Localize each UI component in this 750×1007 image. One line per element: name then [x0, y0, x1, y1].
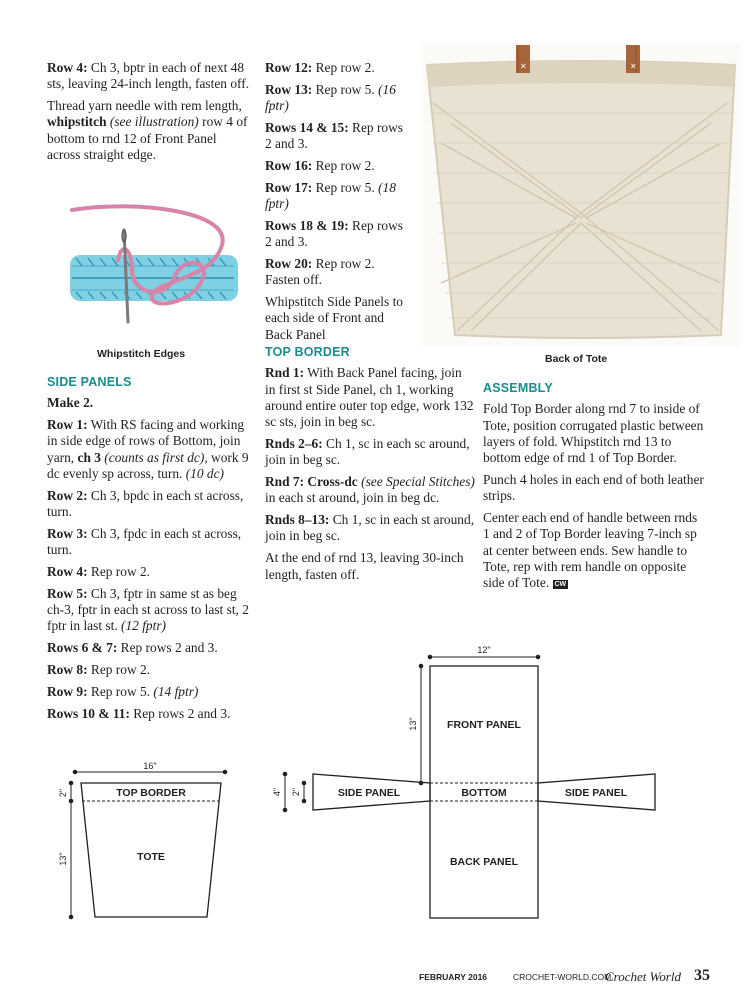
- side-row1: Row 1: With RS facing and working in side edge of rows of Bottom, join yarn, ch 3 (counts as first dc), work 9 dc evenly sp across, turn. (10 dc): [47, 417, 249, 481]
- whipstitch-caption: Whipstitch Edges: [97, 348, 186, 360]
- bottom-label: BOTTOM: [461, 787, 507, 799]
- assembly-p3: Center each end of handle between rnds 1 and 2 of Top Border leaving 7-inch sp at center between ends. Sew handle to Tote, rep with rem handle on opposite side of Tote. CW: [483, 510, 698, 591]
- footer-magazine: Crochet World: [605, 969, 681, 984]
- rnds-8-13: Rnds 8–13: Ch 1, sc in each st around, join in beg sc.: [265, 512, 475, 544]
- rnd1: Rnd 1: With Back Panel facing, join in first st Side Panel, ch 1, working around entire outer top edge, work 132 sc sts, join in beg sc.: [265, 365, 474, 430]
- side-rows-6-7: Rows 6 & 7: Rep rows 2 and 3.: [47, 640, 218, 656]
- top-border-heading: TOP BORDER: [265, 345, 350, 359]
- back-panel-label: BACK PANEL: [449, 856, 519, 868]
- side-panel-left-label: SIDE PANEL: [337, 787, 401, 799]
- side-row4: Row 4: Rep row 2.: [47, 563, 151, 579]
- side-rows-18-19: Rows 18 & 19: Rep rows 2 and 3.: [265, 217, 403, 250]
- assembly-heading: ASSEMBLY: [483, 381, 553, 395]
- whipstitch-instruction: Thread yarn needle with rem length, whipstitch (see illustration) row 4 of bottom to rnd 12 of Front Panel across straight edge.: [47, 98, 248, 162]
- side-row13: Row 13: Rep row 5. (16 fptr): [265, 81, 396, 114]
- side-rows-10-11: Rows 10 & 11: Rep rows 2 and 3.: [47, 705, 231, 721]
- side-row3: Row 3: Ch 3, fpdc in each st across, turn.: [47, 525, 242, 558]
- layout-panel-height-dim: 13": [408, 717, 418, 731]
- tote-label: TOTE: [137, 851, 165, 863]
- side-row2: Row 2: Ch 3, bpdc in each st across, turn.: [47, 487, 244, 520]
- page-number: 35: [694, 967, 710, 984]
- rnds-2-6: Rnds 2–6: Ch 1, sc in each sc around, join in beg sc.: [265, 435, 470, 468]
- tote-height-dim: 13": [58, 852, 68, 866]
- side-row9: Row 9: Rep row 5. (14 fptr): [47, 683, 199, 699]
- make-2: Make 2.: [47, 395, 94, 411]
- page-footer: [0, 968, 750, 988]
- side-row16: Row 16: Rep row 2.: [265, 157, 375, 173]
- tote-border-dim: 2": [58, 788, 68, 798]
- svg-text:✕: ✕: [630, 62, 637, 71]
- side-row20: Row 20: Rep row 2. Fasten off.: [265, 255, 375, 288]
- front-panel-label: FRONT PANEL: [447, 719, 521, 731]
- side-panel-right-label: SIDE PANEL: [564, 787, 628, 799]
- side-rows-14-15: Rows 14 & 15: Rep rows 2 and 3.: [265, 119, 403, 152]
- layout-side-outer-dim: 4": [272, 787, 282, 797]
- footer-date: FEBRUARY 2016: [419, 972, 488, 982]
- fasten-off-note: At the end of rnd 13, leaving 30-inch length, fasten off.: [265, 550, 464, 582]
- tote-top-border-label: TOP BORDER: [116, 787, 186, 799]
- side-panels-heading: SIDE PANELS: [47, 375, 132, 389]
- side-row8: Row 8: Rep row 2.: [47, 661, 151, 677]
- layout-width-dim: 12": [477, 645, 491, 655]
- assembly-p1: Fold Top Border along rnd 7 to inside of Tote, position corrugated plastic between layers of fold. Whipstitch rnd 13 to bottom edge of rnd 1 of Top Border.: [483, 401, 704, 466]
- side-row5: Row 5: Ch 3, fptr in same st as beg ch-3, fptr in each st across to last st, 2 fptr in last st. (12 fptr): [47, 585, 249, 634]
- footer-site: CROCHET-WORLD.COM: [513, 972, 612, 982]
- layout-side-inner-dim: 2": [291, 787, 301, 797]
- side-row17: Row 17: Rep row 5. (18 fptr): [265, 179, 396, 212]
- whipstitch-side-panels: Whipstitch Side Panels to each side of Front and Back Panel: [265, 294, 403, 342]
- rnd7: Rnd 7: Cross-dc (see Special Stitches) in each st around, join in beg dc.: [265, 474, 475, 506]
- tote-width-dim: 16": [143, 761, 157, 771]
- row4-instruction: Row 4: Ch 3, bptr in each of next 48 sts, leaving 24-inch length, fasten off.: [47, 60, 250, 92]
- photo-caption: Back of Tote: [545, 353, 608, 365]
- svg-text:✕: ✕: [520, 62, 527, 71]
- end-mark-icon: CW: [554, 580, 567, 588]
- assembly-p2: Punch 4 holes in each end of both leather strips.: [483, 471, 704, 504]
- side-row12: Row 12: Rep row 2.: [265, 60, 375, 75]
